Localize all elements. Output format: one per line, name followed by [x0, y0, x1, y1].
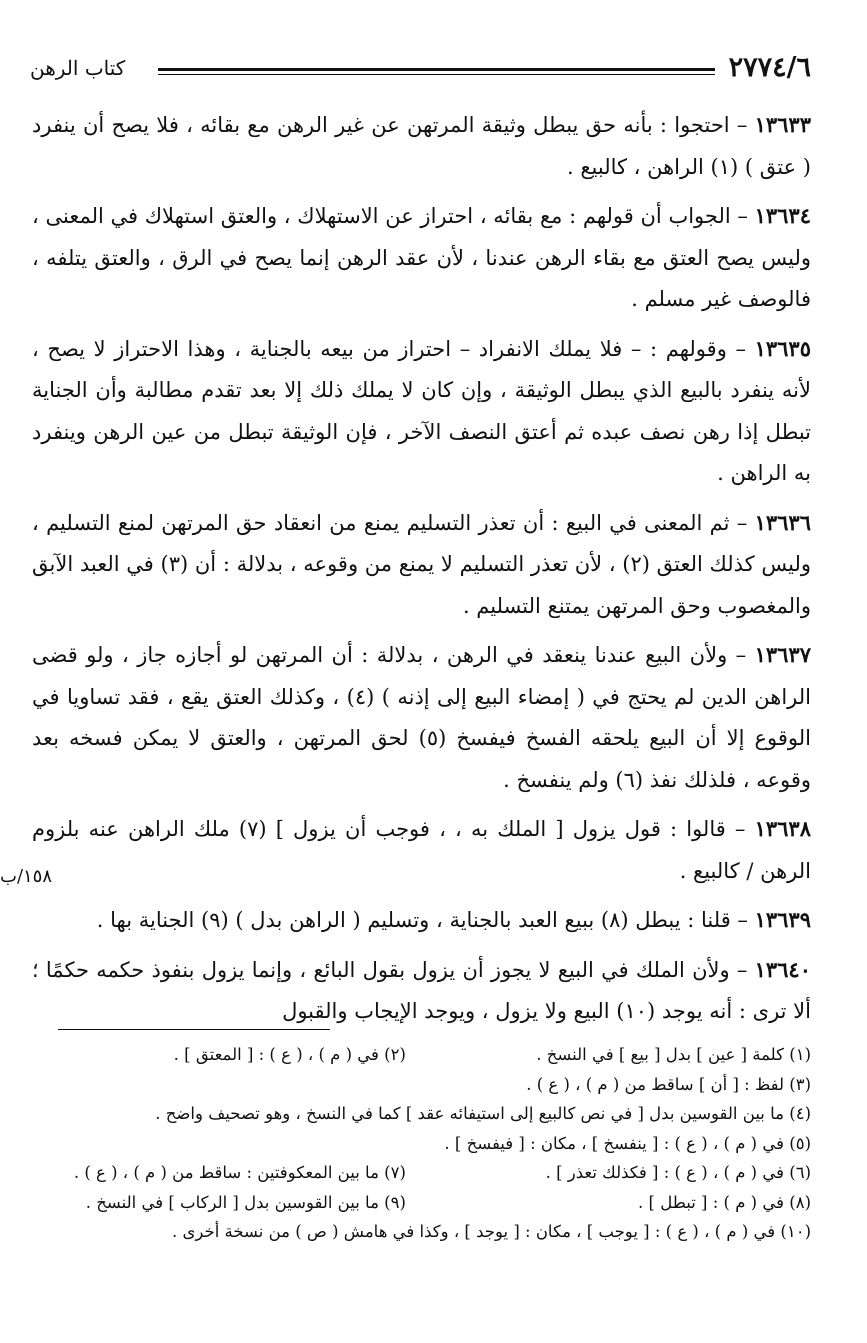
footnote-row — [32, 1188, 811, 1218]
paragraph-text: – ولأن البيع عندنا ينعقد في الرهن ، بدلالة : أن المرتهن لو أجازه جاز ، ولو قضى الراهن الدين لم يحتج في ( إمضاء البيع إلى إذنه ) (٤) ، وكذلك العتق يقع ، فقد تساويا في الوقوع إلا أن البيع يلحقه الفسخ فيفسخ (٥) لحق المرتهن ، والعتق لا يمكن فسخه بعد وقوعه ، فلذلك نفذ (٦) ولم ينفسخ . — [32, 643, 811, 792]
page-header — [30, 52, 811, 92]
footnote: (٥) في ( م ) ، ( ع ) : [ ينفسخ ] ، مكان : [ فيفسخ ] . — [444, 1133, 811, 1153]
paragraph-number: ١٣٦٣٧ — [754, 642, 811, 667]
footnote-row — [32, 1099, 811, 1129]
footnote-row — [32, 1158, 811, 1188]
book-title: كتاب الرهن — [30, 56, 126, 80]
footnote: (٤) ما بين القوسين بدل [ في نص كالبيع إلى استيفائه عقد ] كما في النسخ ، وهو تصحيف واضح . — [155, 1104, 811, 1123]
paragraph — [32, 808, 811, 892]
paragraph — [32, 949, 811, 1033]
footnote: (٦) في ( م ) ، ( ع ) : [ فكذلك تعذر ] . — [545, 1163, 811, 1182]
page-number: ٢٧٧٤/٦ — [728, 52, 811, 83]
paragraph — [32, 195, 811, 321]
paragraph-text: – ثم المعنى في البيع : أن تعذر التسليم يمنع من انعقاد حق المرتهن لمنع التسليم ، وليس كذلك العتق (٢) ، لأن تعذر التسليم لا يمنع من وقوعه ، بدلالة : أن (٣) في العبد الآبق والمغصوب وحق المرتهن يمتنع التسليم . — [32, 510, 812, 618]
footnote-row — [32, 1217, 811, 1247]
paragraph-number: ١٣٦٣٦ — [754, 509, 811, 535]
paragraph-text: – الجواب أن قولهم : مع بقائه ، احتراز عن الاستهلاك ، والعتق استهلاك في المعنى ، وليس يصح العتق مع بقاء الرهن عندنا ، لأن عقد الرهن إنما يصح في الرق ، والعتق يتلفه ، فالوصف غير مسلم . — [32, 204, 811, 311]
paragraph-text: – قلنا : يبطل (٨) ببيع العبد بالجناية ، وتسليم ( الراهن بدل ) (٩) الجناية بها . — [96, 908, 755, 932]
footnote: (٢) في ( م ) ، ( ع ) : [ المعتق ] . — [173, 1045, 406, 1064]
paragraph-text: – ولأن الملك في البيع لا يجوز أن يزول بقول البائع ، وإنما يزول بنفوذ حكمه حكمًا ؛ ألا ترى : أنه يوجد (١٠) البيع ولا يزول ، ويوجد الإيجاب والقبول — [32, 957, 811, 1023]
footnote: (٩) ما بين القوسين بدل [ الركاب ] في النسخ . — [85, 1192, 406, 1212]
paragraph — [32, 328, 811, 495]
footnote-row — [32, 1040, 811, 1070]
paragraph — [32, 502, 811, 628]
paragraph-number: ١٣٦٣٨ — [754, 816, 811, 841]
paragraph-number: ١٣٦٣٣ — [754, 112, 811, 137]
paragraph — [32, 634, 811, 801]
body-text — [32, 104, 811, 1040]
paragraph-number: ١٣٦٣٥ — [754, 335, 811, 361]
paragraph-number: ١٣٦٤٠ — [754, 956, 811, 982]
paragraph-text: – احتجوا : بأنه حق يبطل وثيقة المرتهن عن غير الرهن مع بقائه ، فلا يصح أن ينفرد ( عتق ) (١) الراهن ، كالبيع . — [32, 113, 811, 179]
footnote: (٧) ما بين المعكوفتين : ساقط من ( م ) ، ( ع ) . — [73, 1163, 406, 1182]
footnote: (٣) لفظ : [ أن ] ساقط من ( م ) ، ( ع ) . — [526, 1074, 811, 1094]
footnotes — [32, 1040, 811, 1247]
paragraph — [32, 104, 811, 188]
footnote: (١) كلمة [ عين ] بدل [ بيع ] في النسخ . — [536, 1045, 811, 1064]
footnote-separator — [58, 1029, 330, 1030]
footnote: (١٠) في ( م ) ، ( ع ) : [ يوجب ] ، مكان : [ يوجد ] ، وكذا في هامش ( ص ) من نسخة أخرى . — [172, 1222, 811, 1241]
footnote-row — [32, 1070, 811, 1100]
manuscript-folio-mark: ١٥٨/ب — [0, 866, 53, 887]
footnote: (٨) في ( م ) : [ تبطل ] . — [638, 1192, 811, 1212]
header-rule — [158, 68, 715, 75]
paragraph-text: – وقولهم : – فلا يملك الانفراد – احتراز من بيعه بالجناية ، وهذا الاحتراز لا يصح ، لأنه ينفرد بالبيع الذي يبطل الوثيقة ، وإن كان لا يملك ذلك إلا بعد تقدم مطالبة وأن الجناية تبطل إذا رهن نصف عبده ثم أعتق النصف الآخر ، فإن الوثيقة تبطل من عين الرهن وينفرد به الراهن . — [32, 336, 811, 485]
footnote-row — [32, 1129, 811, 1159]
paragraph-number: ١٣٦٣٩ — [754, 907, 811, 932]
paragraph — [32, 899, 811, 942]
footnote — [32, 1070, 406, 1100]
paragraph-text: – قالوا : قول يزول [ الملك به ، ، فوجب أن يزول ] (٧) ملك الراهن عنه بلزوم الرهن / كالبيع . — [32, 817, 811, 883]
paragraph-number: ١٣٦٣٤ — [754, 203, 811, 228]
